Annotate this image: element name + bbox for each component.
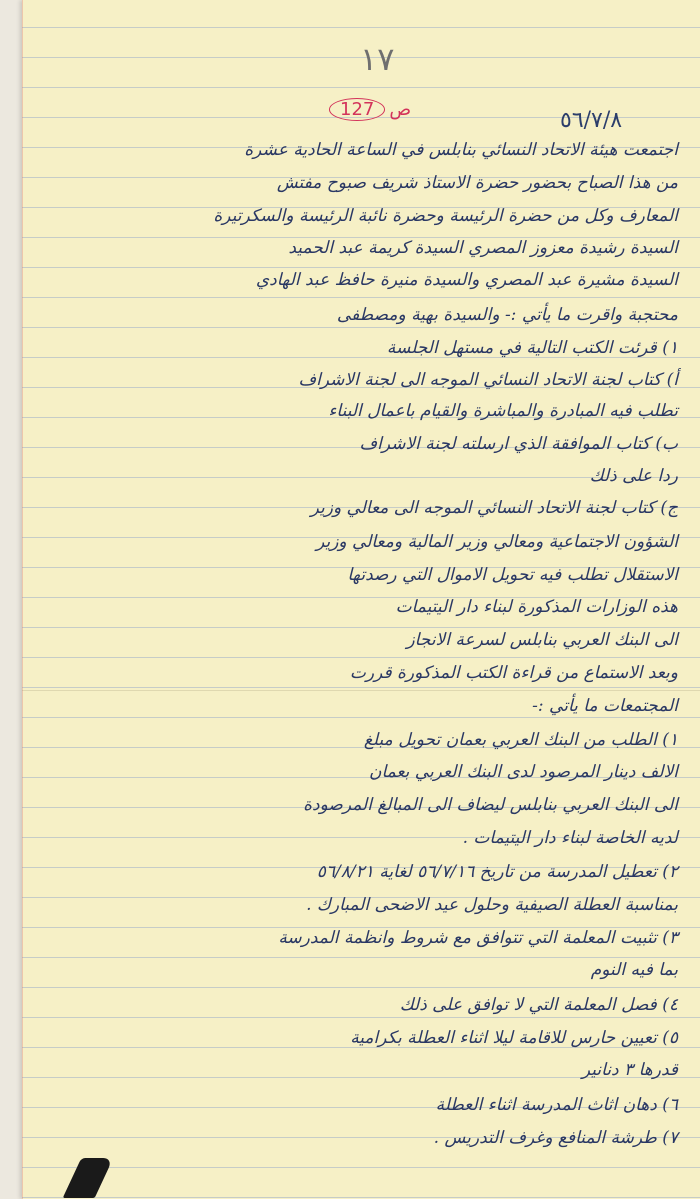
text-line-24: بمناسبة العطلة الصيفية وحلول عيد الاضحى المبارك . (306, 895, 678, 915)
text-line-31: ٧) طرشة المنافع وغرف التدريس . (433, 1128, 678, 1148)
text-line-25: ٣) تثبيت المعلمة التي تتوافق مع شروط وانظمة المدرسة (278, 928, 678, 948)
text-line-16: الى البنك العربي بنابلس لسرعة الانجاز (406, 630, 678, 650)
page-stamp (325, 98, 411, 121)
text-line-26: بما فيه النوم (590, 960, 678, 980)
text-line-18: المجتمعات ما يأتي :- (532, 696, 678, 716)
text-line-14: الاستقلال تطلب فيه تحويل الاموال التي رصدتها (347, 565, 678, 585)
text-line-12: ج) كتاب لجنة الاتحاد النسائي الموجه الى معالي وزير (310, 498, 678, 518)
binding-margin (0, 0, 24, 1199)
text-line-30: ٦) دهان اثاث المدرسة اثناء العطلة (435, 1095, 678, 1115)
text-line-27: ٤) فصل المعلمة التي لا توافق على ذلك (399, 995, 678, 1015)
text-line-5: السيدة مشيرة عبد المصري والسيدة منيرة حافظ عبد الهادي (255, 270, 678, 290)
text-line-15: هذه الوزارات المذكورة لبناء دار اليتيمات (395, 597, 678, 617)
text-line-20: الالف دينار المرصود لدى البنك العربي بعمان (368, 762, 678, 782)
text-line-11: ردا على ذلك (589, 466, 678, 486)
text-line-7: ١) قرئت الكتب التالية في مستهل الجلسة (386, 338, 678, 358)
text-line-23: ٢) تعطيل المدرسة من تاريخ ٥٦/٧/١٦ لغاية ٥٦/٨/٢١ (316, 862, 678, 882)
text-line-4: السيدة رشيدة معزوز المصري السيدة كريمة عبد الحميد (288, 238, 678, 258)
text-line-28: ٥) تعيين حارس للاقامة ليلا اثناء العطلة بكرامية (350, 1028, 678, 1048)
paper-fold-line (22, 690, 700, 691)
text-line-6: محتجبة واقرت ما يأتي :- والسيدة بهية ومصطفى (336, 305, 678, 325)
text-line-9: تطلب فيه المبادرة والمباشرة والقيام باعمال البناء (328, 401, 678, 421)
document-date: ٥٦/٧/٨ (560, 108, 623, 133)
text-line-19: ١) الطلب من البنك العربي بعمان تحويل مبلغ (363, 730, 678, 750)
stamp-number: 127 (329, 98, 385, 121)
text-line-13: الشؤون الاجتماعية ومعالي وزير المالية ومعالي وزير (316, 532, 678, 552)
text-line-1: اجتمعت هيئة الاتحاد النسائي بنابلس في الساعة الحادية عشرة (244, 140, 678, 160)
text-line-8: أ) كتاب لجنة الاتحاد النسائي الموجه الى لجنة الاشراف (298, 370, 678, 390)
text-line-29: قدرها ٣ دنانير (581, 1060, 678, 1080)
text-line-22: لديه الخاصة لبناء دار اليتيمات . (462, 828, 678, 848)
text-line-2: من هذا الصباح بحضور حضرة الاستاذ شريف صبوح مفتش (276, 173, 678, 193)
text-line-17: وبعد الاستماع من قراءة الكتب المذكورة قررت (349, 663, 678, 683)
text-line-21: الى البنك العربي بنابلس ليضاف الى المبالغ المرصودة (303, 795, 678, 815)
stamp-prefix: ص (389, 99, 412, 120)
text-line-10: ب) كتاب الموافقة الذي ارسلته لجنة الاشراف (359, 434, 678, 454)
text-line-3: المعارف وكل من حضرة الرئيسة وحضرة نائبة الرئيسة والسكرتيرة (213, 206, 678, 226)
folio-number: ١٧ (360, 40, 395, 78)
